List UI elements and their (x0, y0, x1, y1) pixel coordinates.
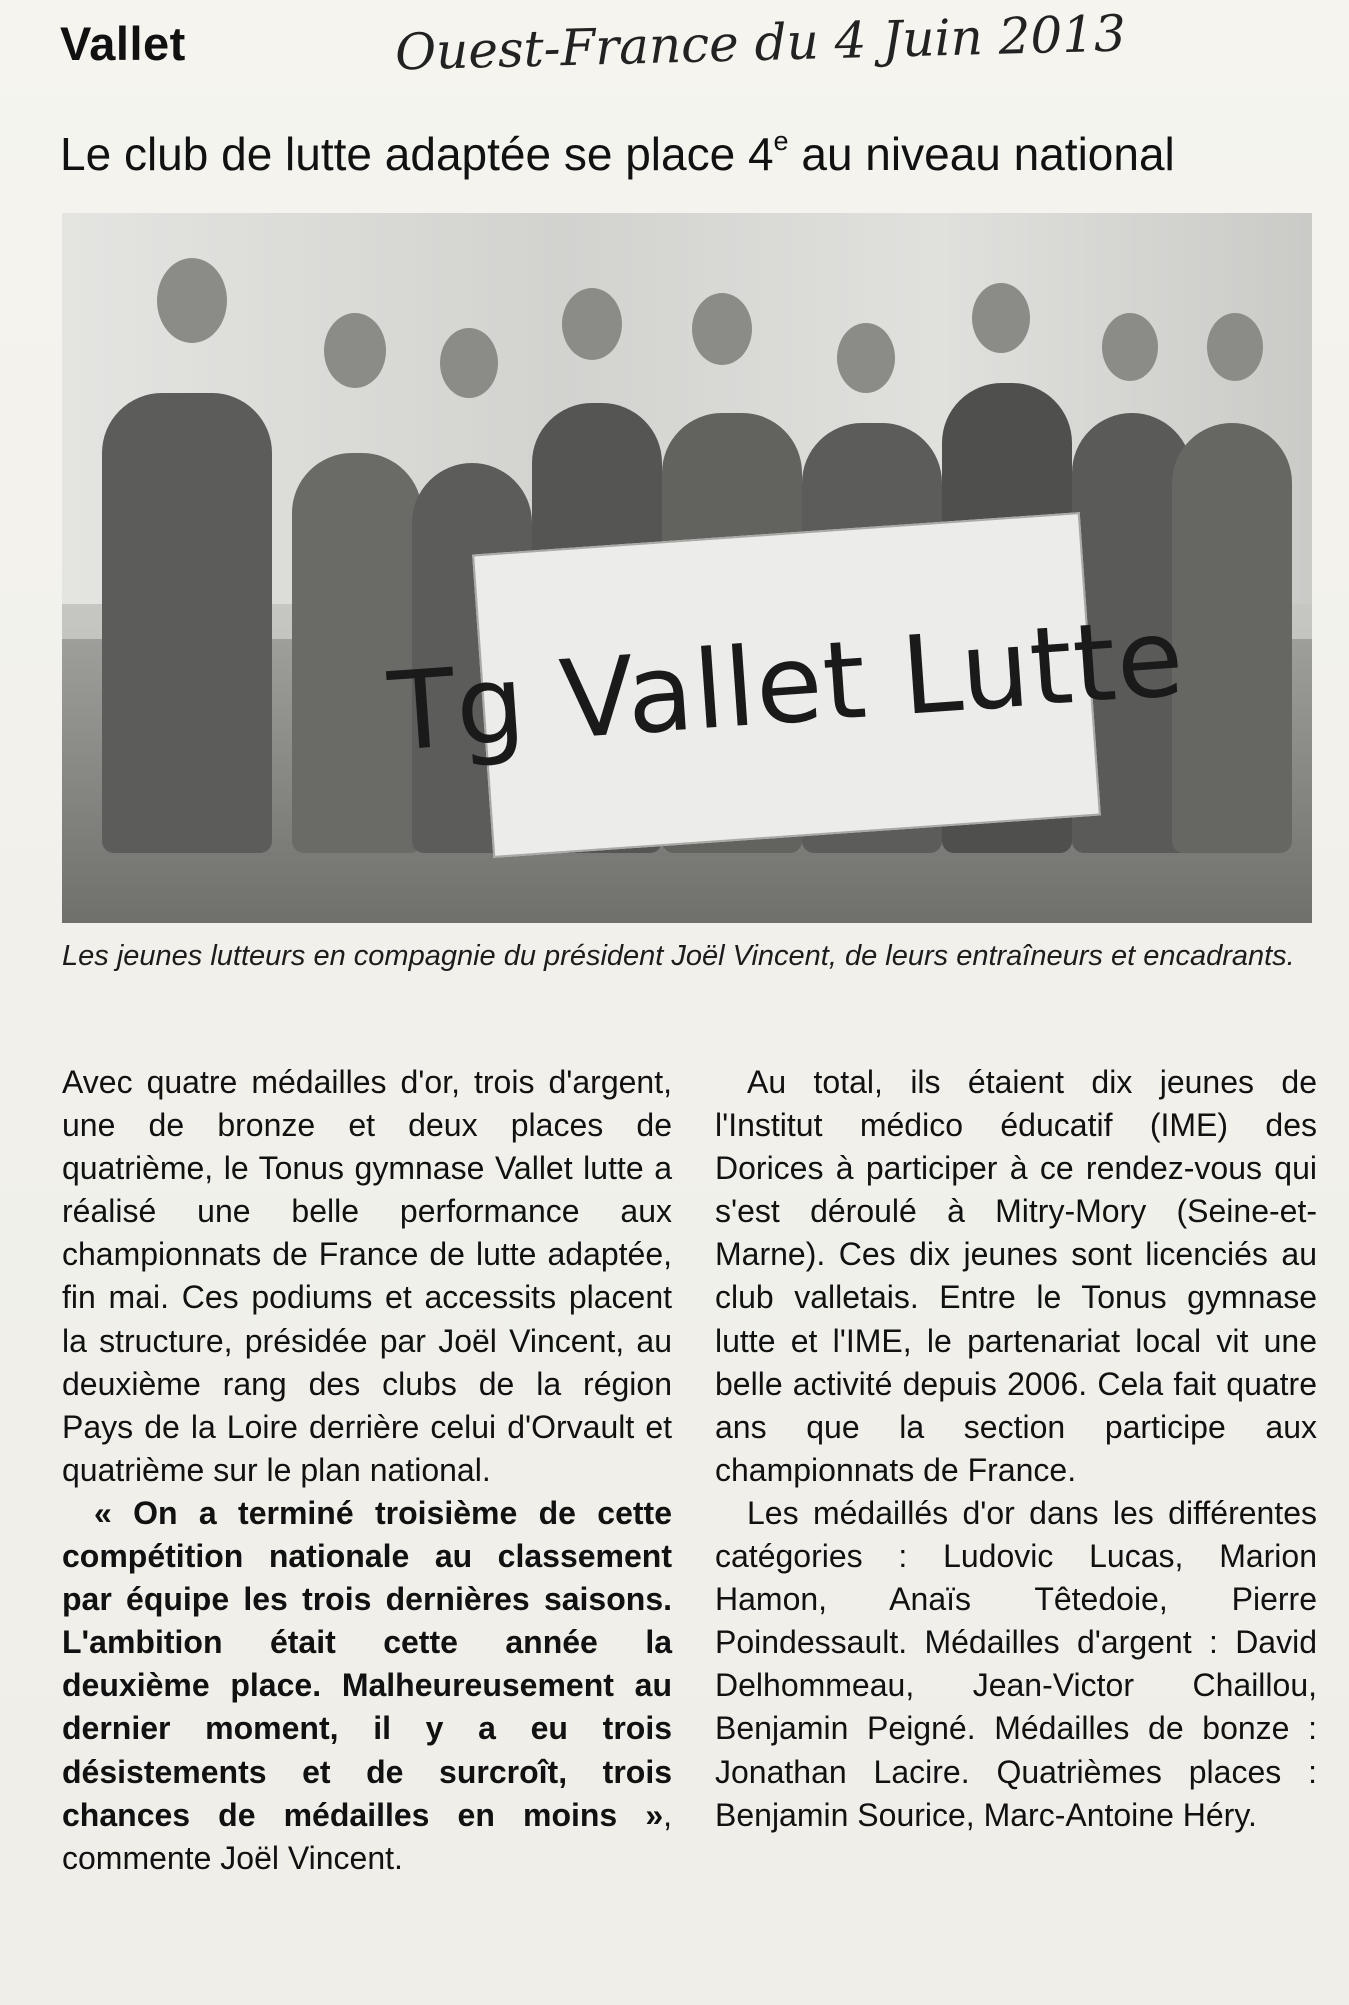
quote-attribution: , commente Joël Vincent. (62, 1796, 672, 1876)
article-paragraph: Au total, ils étaient dix jeunes de l'Institut médico éducatif (IME) des Dorices à participer à ce rendez-vous qui s'est déroulé à Mitry-Mory (Seine-et-Marne). Ces dix jeunes sont licenciés au club valletais. Entre le Tonus gymnase lutte et l'IME, le partenariat local vit une belle activité depuis 2006. Cela fait quatre ans que la section participe aux championnats de France. (715, 1064, 1317, 1488)
photo-person-head (1207, 313, 1263, 381)
handwritten-source-note: Ouest-France du 4 Juin 2013 (394, 4, 1127, 82)
headline-text: Le club de lutte adaptée se place 4 (60, 128, 774, 180)
photo-person-head (1102, 313, 1158, 381)
headline-text-end: au niveau national (788, 128, 1175, 180)
photo-person-head (324, 313, 386, 388)
headline-ordinal-suffix: e (773, 126, 789, 156)
photo-person-head (692, 293, 752, 365)
article-column-right (715, 1061, 1317, 1837)
president-quote: « On a terminé troisième de cette compétition nationale au classement par équipe les trois dernières saisons. L'ambition était cette année la deuxième place. Malheureusement au dernier moment, il y a eu trois désistements et de surcroît, trois chances de médailles en moins » (62, 1494, 672, 1833)
article-column-left (62, 1061, 672, 1880)
section-title: Vallet (60, 17, 186, 70)
photo-person-head (157, 258, 227, 343)
photo-person-head (562, 288, 622, 360)
photo-person-head (837, 323, 895, 393)
photo-person (102, 393, 272, 853)
medalists-paragraph: Les médaillés d'or dans les différentes catégories : Ludovic Lucas, Marion Hamon, Anaïs Têtedoie, Pierre Poindessault. Médailles d'argent : David Delhommeau, Jean-Victor Chaillou, Benjamin Peigné. Médailles de bonze : Jonathan Lacire. Quatrièmes places : Benjamin Sourice, Marc-Antoine Héry. (715, 1494, 1317, 1833)
group-photo (62, 213, 1312, 923)
article-paragraph: Avec quatre médailles d'or, trois d'argent, une de bronze et deux places de quatrième, le Tonus gymnase Vallet lutte a réalisé une belle performance aux championnats de France de lutte adaptée, fin mai. Ces podiums et accessits placent la structure, présidée par Joël Vincent, au deuxième rang des clubs de la région Pays de la Loire derrière celui d'Orvault et quatrième sur le plan national. (62, 1064, 672, 1488)
headline (60, 126, 1310, 181)
photo-person-head (972, 283, 1030, 353)
photo-caption: Les jeunes lutteurs en compagnie du président Joël Vincent, de leurs entraîneurs et encadrants. (62, 940, 1295, 972)
photo-person-head (440, 328, 498, 398)
club-banner (384, 512, 1189, 858)
photo-person (1172, 423, 1292, 853)
article-quote-paragraph (62, 1492, 672, 1880)
banner-text: Tg Vallet Lutte (384, 594, 1189, 776)
